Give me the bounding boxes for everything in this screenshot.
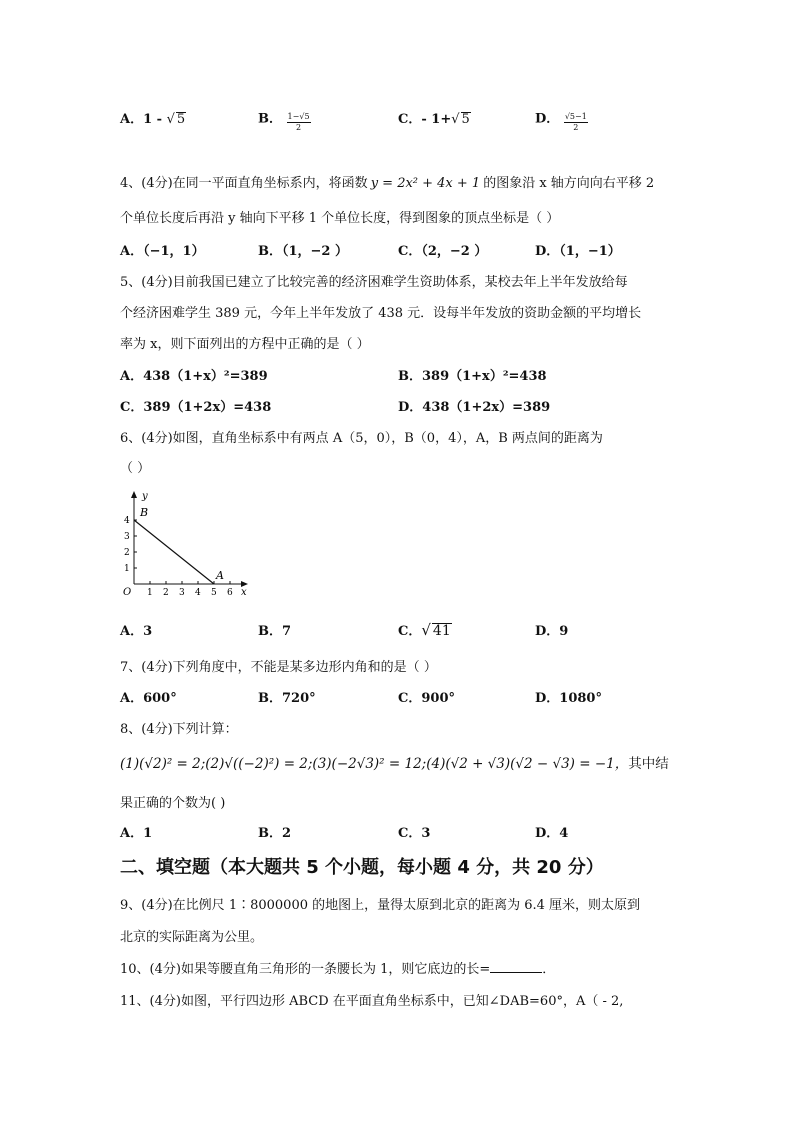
q11-line1: 11、(4分)如图，平行四边形 ABCD 在平面直角坐标系中，已知∠DAB=60°，A（ - 2, — [120, 994, 624, 1009]
origin-label: O — [123, 587, 132, 598]
q6-line1: 6、(4分)如图，直角坐标系中有两点 A（5，0），B（0，4），A，B 两点间的距离为 — [120, 431, 603, 446]
q7-option-a: A．600° — [120, 691, 177, 706]
q4-line1: 4、(4分)在同一平面直角坐标系内，将函数 y = 2x² + 4x + 1 的图象沿 x 轴方向向右平移 2 — [120, 176, 655, 191]
q3-option-c: C．- 1+√ 5 — [398, 112, 470, 127]
q3-option-b: B． $\frac{1-√5}{2}$ — [258, 111, 310, 132]
q4-option-c: C．（2，−2 ） — [398, 244, 488, 259]
q8-option-a: A．1 — [120, 826, 153, 841]
q4-option-a: A．（−1，1） — [120, 244, 205, 259]
section-heading: 二、填空题（本大题共 5 个小题，每小题 4 分，共 20 分） — [120, 857, 604, 878]
q6-coordinate-graph — [116, 488, 256, 600]
q4-option-d: D．（1，−1） — [535, 244, 621, 259]
x-tick-6: 6 — [227, 588, 233, 598]
q8-line3: 果正确的个数为( ) — [120, 796, 226, 811]
q5-line2: 个经济困难学生 389 元，今年上半年发放了 438 元．设每半年发放的资助金额的平均增长 — [120, 306, 642, 321]
y-axis-label: y — [142, 491, 148, 502]
q7-option-d: D．1080° — [535, 691, 602, 706]
q3-option-a: A．1 - √ 5 — [120, 112, 186, 127]
q5-line3: 率为 x，则下面列出的方程中正确的是（ ） — [120, 337, 370, 352]
q6-option-b: B．7 — [258, 624, 292, 639]
x-tick-3: 3 — [179, 588, 185, 598]
q9-line2: 北京的实际距离为公里。 — [120, 930, 264, 945]
q6-option-a: A．3 — [120, 624, 153, 639]
q6-line2: （ ） — [120, 461, 151, 476]
q7-line1: 7、(4分)下列角度中，不能是某多边形内角和的是（ ） — [120, 660, 437, 675]
q8-option-c: C．3 — [398, 826, 431, 841]
q8-line1: 8、(4分)下列计算： — [120, 722, 238, 737]
segment-ab — [134, 520, 214, 584]
q3-option-d: D． $\frac{√5-1}{2}$ — [535, 111, 587, 132]
y-tick-1: 1 — [124, 564, 130, 574]
q10-answer-blank[interactable] — [490, 960, 542, 973]
q3-option-b-fraction: $\frac{1-√5}{2}$ — [287, 112, 310, 132]
x-tick-4: 4 — [195, 588, 201, 598]
q4-option-b: B．（1，−2 ） — [258, 244, 348, 259]
q5-option-b: B．389（1+x）²=438 — [398, 369, 547, 384]
y-axis-arrow-icon — [131, 491, 137, 498]
y-tick-4: 4 — [124, 516, 130, 526]
q8-formula: (1)(√2)² = 2;(2)√((−2)²) = 2;(3)(−2√3)² = 12;(4)(√2 + √3)(√2 − √3) = −1， — [120, 756, 629, 772]
q4-line2: 个单位长度后再沿 y 轴向下平移 1 个单位长度，得到图象的顶点坐标是（ ） — [120, 211, 560, 226]
y-tick-3: 3 — [124, 532, 130, 542]
q5-option-d: D．438（1+2x）=389 — [398, 400, 551, 415]
q7-option-c: C．900° — [398, 691, 455, 706]
q6-option-c: C．√ 41 — [398, 621, 451, 639]
q6-option-d: D．9 — [535, 624, 569, 639]
q8-option-d: D．4 — [535, 826, 569, 841]
q5-option-c: C．389（1+2x）=438 — [120, 400, 272, 415]
q8-formula-line: (1)(√2)² = 2;(2)√((−2)²) = 2;(3)(−2√3)² = 12;(4)(√2 + √3)(√2 − √3) = −1，其中结 — [120, 756, 669, 772]
q9-line1: 9、(4分)在比例尺 1∶8000000 的地图上，量得太原到北京的距离为 6.4 厘米，则太原到 — [120, 898, 641, 913]
q10-line1: 10、(4分)如果等腰直角三角形的一条腰长为 1，则它底边的长= ． — [120, 962, 556, 977]
q7-option-b: B．720° — [258, 691, 316, 706]
y-tick-2: 2 — [124, 548, 130, 558]
q8-option-b: B．2 — [258, 826, 292, 841]
x-axis-label: x — [241, 587, 247, 598]
x-tick-2: 2 — [163, 588, 169, 598]
point-b-label: B — [140, 506, 149, 519]
q5-line1: 5、(4分)目前我国已建立了比较完善的经济困难学生资助体系，某校去年上半年发放给每 — [120, 275, 628, 290]
x-tick-1: 1 — [147, 588, 153, 598]
q5-option-a: A．438（1+x）²=389 — [120, 369, 268, 384]
q3-option-d-fraction: $\frac{√5-1}{2}$ — [564, 112, 587, 132]
x-tick-5: 5 — [211, 588, 217, 598]
point-a-label: A — [216, 569, 224, 582]
